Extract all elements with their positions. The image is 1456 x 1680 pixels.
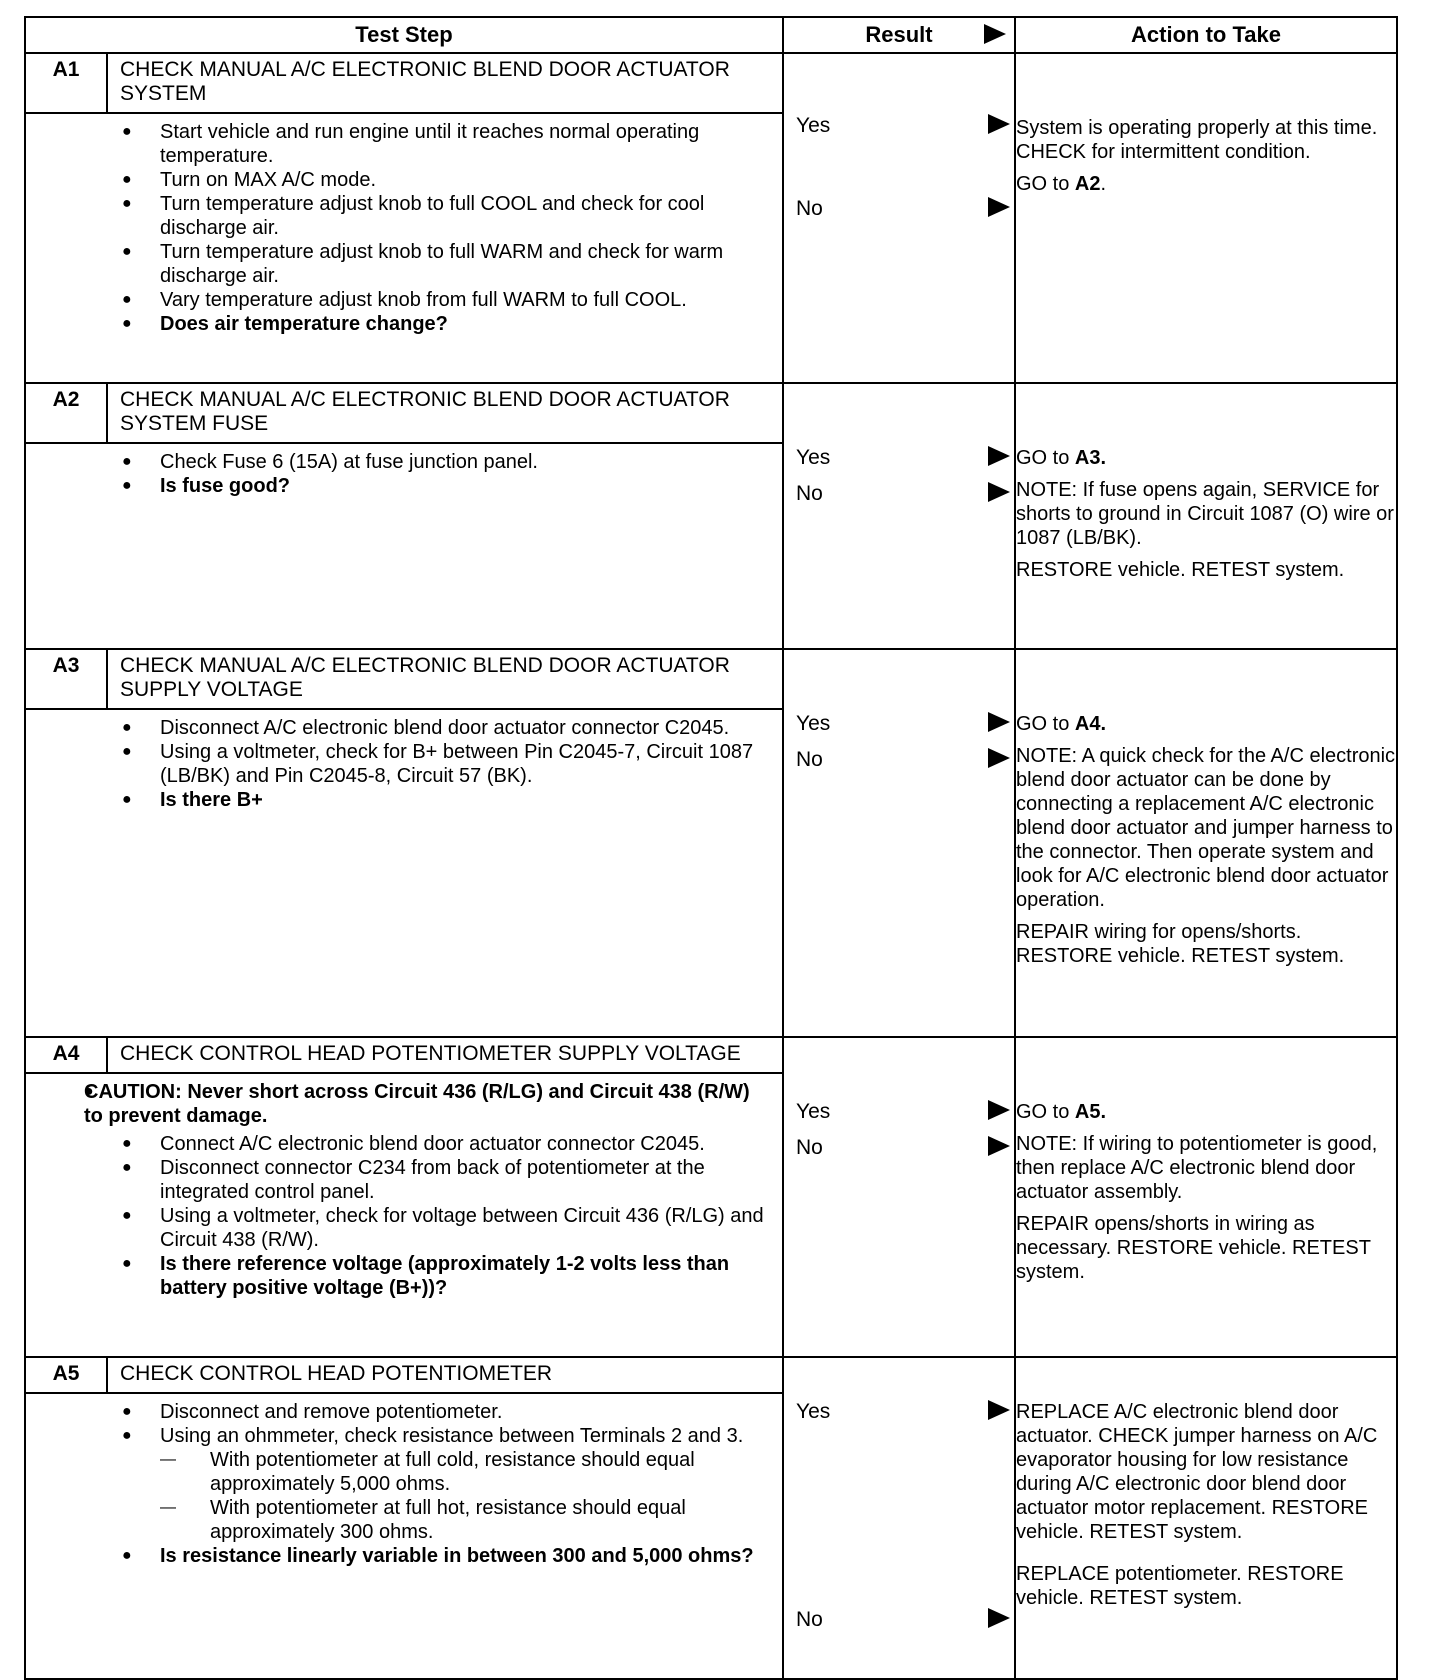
- action-text: GO to: [1016, 447, 1075, 469]
- step-row-a4: [25, 1037, 1397, 1357]
- step-bullet: ● Start vehicle and run engine until it reaches normal operating temperature.: [122, 120, 766, 168]
- arrow-right-icon: [988, 197, 1010, 217]
- sub-bullet: — With potentiometer at full hot, resistance should equal approximately 300 ohms.: [160, 1496, 766, 1544]
- step-bullet: ● Connect A/C electronic blend door actuator connector C2045.: [122, 1132, 766, 1156]
- result-yes: Yes: [796, 1100, 831, 1123]
- result-cell: [783, 1037, 1015, 1357]
- step-body: [26, 710, 782, 820]
- step-title: CHECK MANUAL A/C ELECTRONIC BLEND DOOR ACTUATOR SYSTEM FUSE: [120, 388, 730, 435]
- step-bullet: ● Using a voltmeter, check for voltage between Circuit 436 (R/LG) and Circuit 438 (R/W).: [122, 1204, 766, 1252]
- arrow-right-icon: [988, 1400, 1010, 1420]
- step-id: A5: [26, 1358, 108, 1392]
- test-step-cell: [25, 383, 783, 649]
- result-yes: Yes: [796, 712, 831, 735]
- action-cell: [1015, 1357, 1397, 1679]
- action-target: A4.: [1074, 713, 1107, 735]
- header-test-step: Test Step: [25, 17, 783, 53]
- action-yes: [1016, 1100, 1396, 1124]
- step-id: A1: [26, 54, 108, 112]
- action-text: GO to: [1016, 173, 1075, 195]
- arrow-right-icon: [988, 114, 1010, 134]
- step-bullet: ● Disconnect and remove potentiometer.: [122, 1400, 766, 1424]
- step-question: ● Is there reference voltage (approximately 1-2 volts less than battery positive voltage (B+))?: [122, 1252, 766, 1300]
- step-row-a1: [25, 53, 1397, 383]
- action-cell: [1015, 1037, 1397, 1357]
- result-cell: [783, 649, 1015, 1037]
- result-no: No: [796, 748, 823, 771]
- arrow-right-icon: [988, 712, 1010, 732]
- arrow-right-icon: [988, 1608, 1010, 1628]
- action-text: GO to: [1016, 713, 1075, 735]
- step-question: ● Does air temperature change?: [122, 312, 766, 336]
- action-cell: [1015, 53, 1397, 383]
- action-text: GO to: [1016, 1101, 1075, 1123]
- result-yes: Yes: [796, 446, 831, 469]
- arrow-right-icon: [988, 446, 1010, 466]
- action-text: .: [1100, 173, 1107, 195]
- action-yes: [1016, 446, 1396, 470]
- test-step-cell: [25, 649, 783, 1037]
- step-id: A3: [26, 650, 108, 708]
- step-row-a2: [25, 383, 1397, 649]
- step-title: CHECK MANUAL A/C ELECTRONIC BLEND DOOR ACTUATOR SUPPLY VOLTAGE: [120, 654, 730, 701]
- action-no: [1016, 172, 1396, 196]
- step-question: ● Is there B+: [122, 788, 766, 812]
- header-result: [783, 17, 1015, 53]
- result-yes: Yes: [796, 114, 831, 137]
- action-no: RESTORE vehicle. RETEST system.: [1016, 559, 1345, 581]
- result-no: No: [796, 1136, 823, 1159]
- action-no-note: NOTE: If wiring to potentiometer is good, then replace A/C electronic blend door actuator assembly.: [1016, 1133, 1378, 1203]
- step-question: ● Is resistance linearly variable in between 300 and 5,000 ohms?: [122, 1544, 766, 1568]
- step-header: [26, 54, 782, 114]
- step-body: [26, 444, 782, 506]
- result-no: No: [796, 197, 823, 220]
- step-id: A2: [26, 384, 108, 442]
- action-no: REPAIR wiring for opens/shorts. RESTORE vehicle. RETEST system.: [1016, 921, 1345, 967]
- step-bullet-text: Using an ohmmeter, check resistance between Terminals 2 and 3.: [160, 1425, 744, 1447]
- step-bullet: [122, 1424, 766, 1544]
- test-step-cell: [25, 1357, 783, 1679]
- action-yes: [1016, 712, 1396, 736]
- step-id: A4: [26, 1038, 108, 1072]
- step-bullet: ● Disconnect connector C234 from back of potentiometer at the integrated control panel.: [122, 1156, 766, 1204]
- arrow-right-icon: [988, 1100, 1010, 1120]
- step-header: [26, 384, 782, 444]
- action-yes: REPLACE A/C electronic blend door actuator. CHECK jumper harness on A/C evaporator housing for low resistance during A/C electronic door blend door actuator motor replacement. RESTORE vehicle. RETEST system.: [1016, 1401, 1378, 1543]
- result-no: No: [796, 1608, 823, 1631]
- step-body: [26, 114, 782, 344]
- action-no-note: NOTE: A quick check for the A/C electronic blend door actuator can be done by connecting a replacement A/C electronic blend door actuator and jumper harness to the connector. Then operate system and look for A/C electronic blend door actuator operation.: [1016, 745, 1396, 911]
- diagnostic-table-page: [24, 16, 1396, 1680]
- step-bullet: ● Turn temperature adjust knob to full WARM and check for warm discharge air.: [122, 240, 766, 288]
- header-result-label: Result: [865, 22, 933, 47]
- step-title: CHECK CONTROL HEAD POTENTIOMETER SUPPLY VOLTAGE: [120, 1042, 741, 1065]
- step-header: [26, 1038, 782, 1074]
- action-no: REPAIR opens/shorts in wiring as necessary. RESTORE vehicle. RETEST system.: [1016, 1213, 1371, 1283]
- action-no-note: NOTE: If fuse opens again, SERVICE for shorts to ground in Circuit 1087 (O) wire or 1087 (LB/BK).: [1016, 479, 1394, 549]
- action-target: A3.: [1074, 447, 1107, 469]
- step-header: [26, 1358, 782, 1394]
- step-title: CHECK MANUAL A/C ELECTRONIC BLEND DOOR ACTUATOR SYSTEM: [120, 58, 730, 105]
- action-cell: [1015, 383, 1397, 649]
- step-body: [26, 1394, 782, 1576]
- sub-bullet: — With potentiometer at full cold, resistance should equal approximately 5,000 ohms.: [160, 1448, 766, 1496]
- header-action: Action to Take: [1015, 17, 1397, 53]
- arrow-right-icon: [988, 482, 1010, 502]
- step-header: [26, 650, 782, 710]
- arrow-right-icon: [988, 748, 1010, 768]
- action-cell: [1015, 649, 1397, 1037]
- step-title: CHECK CONTROL HEAD POTENTIOMETER: [120, 1362, 553, 1385]
- step-bullet: ● Turn on MAX A/C mode.: [122, 168, 766, 192]
- action-target: A2: [1074, 173, 1101, 195]
- arrow-right-icon: [984, 24, 1006, 44]
- step-body: [26, 1074, 782, 1308]
- action-no: REPLACE potentiometer. RESTORE vehicle. RETEST system.: [1016, 1563, 1344, 1609]
- result-yes: Yes: [796, 1400, 831, 1423]
- step-bullet: ● Turn temperature adjust knob to full COOL and check for cool discharge air.: [122, 192, 766, 240]
- header-row: [25, 17, 1397, 53]
- step-bullet: ● Using a voltmeter, check for B+ between Pin C2045-7, Circuit 1087 (LB/BK) and Pin C2045-8, Circuit 57 (BK).: [122, 740, 766, 788]
- step-bullet: ● Disconnect A/C electronic blend door actuator connector C2045.: [122, 716, 766, 740]
- result-no: No: [796, 482, 823, 505]
- test-step-cell: [25, 53, 783, 383]
- action-yes: System is operating properly at this time. CHECK for intermittent condition.: [1016, 117, 1378, 163]
- result-cell: [783, 383, 1015, 649]
- result-cell: [783, 53, 1015, 383]
- diagnostic-table: [24, 16, 1398, 1680]
- step-row-a5: [25, 1357, 1397, 1679]
- step-row-a3: [25, 649, 1397, 1037]
- test-step-cell: [25, 1037, 783, 1357]
- step-question: ● Is fuse good?: [122, 474, 766, 498]
- result-cell: [783, 1357, 1015, 1679]
- step-bullet: ● Check Fuse 6 (15A) at fuse junction panel.: [122, 450, 766, 474]
- action-target: A5.: [1074, 1101, 1107, 1123]
- arrow-right-icon: [988, 1136, 1010, 1156]
- sub-bullet-list: [160, 1448, 766, 1544]
- caution-text: ● CAUTION: Never short across Circuit 436 (R/LG) and Circuit 438 (R/W) to prevent damage.: [84, 1080, 766, 1128]
- step-bullet: ● Vary temperature adjust knob from full WARM to full COOL.: [122, 288, 766, 312]
